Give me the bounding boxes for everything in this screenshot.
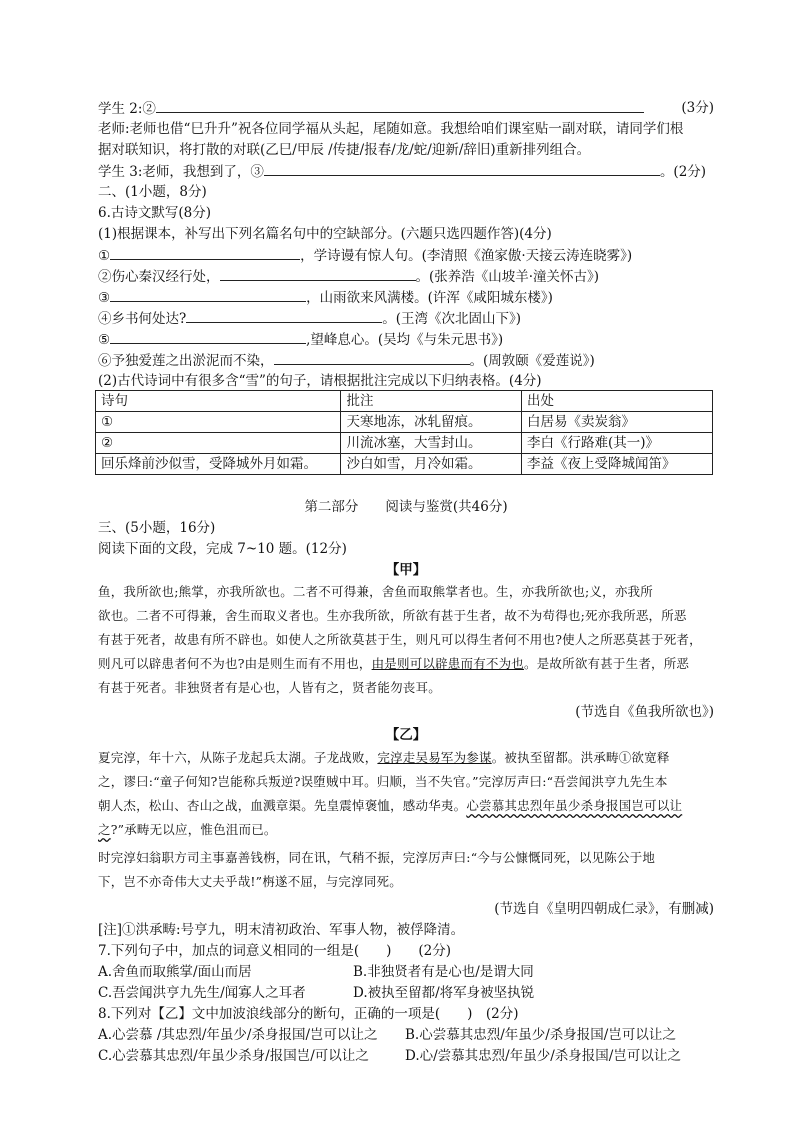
poem-text: 。(王湾《次北固山下》) — [382, 311, 522, 327]
poem-text: ，学诗谩有惊人句。(李清照《渔家傲·天接云涛连晓雾》) — [300, 248, 633, 264]
table-header: 出处 — [521, 391, 712, 412]
answer-blank[interactable] — [186, 308, 382, 323]
answer-blank[interactable] — [110, 287, 306, 302]
poem-text: 。(张养浩《山坡羊·潼关怀古》) — [415, 269, 600, 285]
question-6-heading: 6.古诗文默写(8分) — [98, 205, 212, 221]
passage-jia-label: 【甲】 — [385, 562, 427, 578]
poem-text: ②伤心秦汉经行处， — [98, 269, 220, 285]
student3-line — [98, 161, 714, 182]
teacher-line-2: 据对联知识，将打散的对联(乙巳/甲辰 /传捷/报春/龙/蛇/迎新/辞旧)重新排列组合。 — [98, 142, 591, 158]
passage-yi-line: 时完淳妇翁职方司主事嘉善钱栴，同在讯，气稍不振，完淳厉声曰:“今与公慷慨同死，以见陈公于地 — [98, 850, 656, 865]
section-3-heading: 三、(5小题，16分) — [98, 520, 216, 536]
answer-blank[interactable] — [156, 98, 644, 113]
student2-line — [98, 98, 714, 119]
poem-blank-1 — [98, 245, 714, 266]
score: 。(2分) — [659, 164, 707, 180]
table-cell: 沙白如雪，月冷如霜。 — [341, 454, 521, 475]
poem-text: 。(周敦颐《爱莲说》) — [469, 353, 595, 369]
passage-jia-line: 有甚于死者，故患有所不辟也。如使人之所欲莫甚于生，则凡可以得生者何不用也?使人之所恶莫甚于死者， — [98, 632, 702, 647]
table-cell: 李益《夜上受降城闻笛》 — [521, 454, 712, 475]
passage-jia-line: 有甚于死者。非独贤者有是心也，人皆有之，贤者能勿丧耳。 — [98, 680, 441, 695]
poem-blank-3 — [98, 287, 714, 308]
option-c[interactable]: C.吾尝闻洪亨九先生/闻寡人之耳者 — [98, 985, 306, 1001]
answer-blank[interactable] — [264, 161, 660, 176]
passage-text: 。是故所欲有甚于生者，所恶 — [524, 656, 690, 671]
question-8-stem: 8.下列对【乙】文中加波浪线部分的断句，正确的一项是( ) (2分) — [98, 1006, 519, 1022]
score: (3分) — [681, 100, 714, 116]
option-d[interactable]: D.被执至留都/将军身被坚执锐 — [353, 985, 535, 1001]
option-d[interactable]: D.心/尝慕其忠烈/年虽少/杀身报国/岂可以让之 — [405, 1048, 681, 1064]
poem-blank-2 — [98, 266, 714, 287]
poem-text: ,望峰息心。(吴均《与朱元思书》) — [306, 332, 504, 348]
question-6-2-instruction: (2)古代诗词中有很多含“雪”的句子，请根据批注完成以下归纳表格。(4分) — [98, 373, 542, 389]
option-a[interactable]: A.心尝慕 /其忠烈/年虽少/杀身报国/岂可以让之 — [98, 1027, 378, 1043]
table-cell: 回乐烽前沙似雪，受降城外月如霜。 — [96, 454, 341, 475]
question-7-stem: 7.下列句子中，加点的词意义相同的一组是( ) (2分) — [98, 943, 452, 959]
passage-jia-line — [98, 653, 714, 675]
passage-text: 夏完淳，年十六，从陈子龙起兵太湖。子龙战败， — [98, 750, 378, 765]
table-header: 批注 — [341, 391, 521, 412]
item-number: ⑤ — [98, 332, 111, 348]
footnote: [注]①洪承畴:号亨九，明末清初政治、军事人物，被俘降清。 — [98, 922, 465, 938]
passage-text: 朝人杰，松山、杏山之战，血溅章渠。先皇震悼褒恤，感动华夷。 — [98, 798, 467, 813]
question-7-options-row — [98, 983, 714, 1003]
poem-text: ⑥予独爱莲之出淤泥而不染， — [98, 353, 274, 369]
wavy-underlined-sentence: 之 — [98, 822, 111, 837]
poem-blank-6 — [98, 350, 714, 371]
passage-yi-label: 【乙】 — [385, 727, 427, 743]
answer-blank[interactable] — [220, 266, 416, 281]
passage-yi-line — [98, 819, 714, 841]
table-row — [96, 433, 713, 454]
table-header-row — [96, 391, 713, 412]
item-number: ① — [98, 248, 111, 264]
passage-text: ?”承畴无以应，惟色沮而已。 — [110, 822, 277, 837]
question-6-1-instruction: (1)根据课本，补写出下列名篇名句中的空缺部分。(六题只选四题作答)(4分) — [98, 226, 552, 242]
table-cell: 川流冰塞，大雪封山。 — [341, 433, 521, 454]
passage-yi-line: 下，岂不亦奇伟大丈夫乎哉!”栴遂不屈，与完淳同死。 — [98, 874, 402, 889]
snow-poem-table — [95, 390, 713, 475]
table-cell: 李白《行路难(其一)》 — [521, 433, 712, 454]
passage-text: 则凡可以辟患者何不为也?由是则生而有不用也， — [98, 656, 372, 671]
option-b[interactable]: B.非独贤者有是心也/是谓大同 — [353, 964, 534, 980]
passage-jia-source: (节选自《鱼我所欲也》) — [575, 704, 714, 720]
reading-instruction: 阅读下面的文段，完成 7~10 题。(12分) — [98, 541, 347, 557]
passage-yi-line — [98, 795, 714, 817]
poem-text: ，山雨欲来风满楼。(许浑《咸阳城东楼》) — [306, 290, 553, 306]
option-a[interactable]: A.舍鱼而取熊掌/面山而居 — [98, 964, 252, 980]
wavy-underlined-sentence: 心尝慕其忠烈年虽少杀身报国岂可以让 — [466, 798, 683, 813]
poem-text: ④乡书何处达? — [98, 311, 187, 327]
question-8-options-row — [98, 1046, 714, 1066]
option-b[interactable]: B.心尝慕其忠烈/年虽少/杀身报国/岂可以让之 — [405, 1027, 676, 1043]
passage-yi-source: (节选自《皇明四朝成仁录》，有删减) — [494, 901, 714, 917]
passage-jia-line: 鱼，我所欲也;熊掌，亦我所欲也。二者不可得兼，舍鱼而取熊掌者也。生，亦我所欲也;义，亦我所 — [98, 584, 653, 599]
poem-blank-5 — [98, 329, 714, 350]
table-row — [96, 454, 713, 475]
table-cell: 白居易《卖炭翁》 — [521, 412, 712, 433]
part-2-title: 第二部分 阅读与鉴赏(共46分) — [304, 499, 508, 515]
answer-blank[interactable] — [110, 329, 306, 344]
student2-label: 学生 2:② — [98, 101, 156, 117]
answer-blank[interactable] — [274, 350, 470, 365]
option-c[interactable]: C.心尝慕其忠烈/年虽少杀身/报国岂/可以让之 — [98, 1048, 369, 1064]
section-2-heading: 二、(1小题，8分) — [98, 184, 207, 200]
item-number: ③ — [98, 290, 111, 306]
passage-jia-line: 欲也。二者不可得兼，舍生而取义者也。生亦我所欲，所欲有甚于生者，故不为苟得也;死亦我所恶，所恶 — [98, 608, 687, 623]
question-8-options-row — [98, 1025, 714, 1045]
passage-yi-line — [98, 747, 714, 769]
answer-blank[interactable] — [110, 245, 300, 260]
student3-label: 学生 3:老师，我想到了，③ — [98, 164, 264, 180]
passage-yi-line: 之，谬曰:“童子何知?岂能称兵叛逆?误堕贼中耳。归顺，当不失官。”完淳厉声曰:“吾尝闻洪亨九先生本 — [98, 774, 668, 789]
table-cell[interactable]: ② — [96, 433, 341, 454]
table-row — [96, 412, 713, 433]
poem-blank-4 — [98, 308, 714, 329]
underlined-sentence: 完淳走吴易军为参谋 — [377, 750, 492, 765]
table-cell[interactable]: ① — [96, 412, 341, 433]
underlined-sentence: 由是则可以辟患而有不为也 — [371, 656, 525, 671]
teacher-line-1: 老师:老师也借“巳升升”祝各位同学福从头起，尾随如意。我想给咱们课室贴一副对联，请同学们根 — [98, 121, 684, 137]
table-header: 诗句 — [96, 391, 341, 412]
passage-text: 。被执至留都。洪承畴①欲宽释 — [491, 750, 670, 765]
question-7-options-row — [98, 962, 714, 982]
table-cell: 天寒地冻，冰轧留痕。 — [341, 412, 521, 433]
